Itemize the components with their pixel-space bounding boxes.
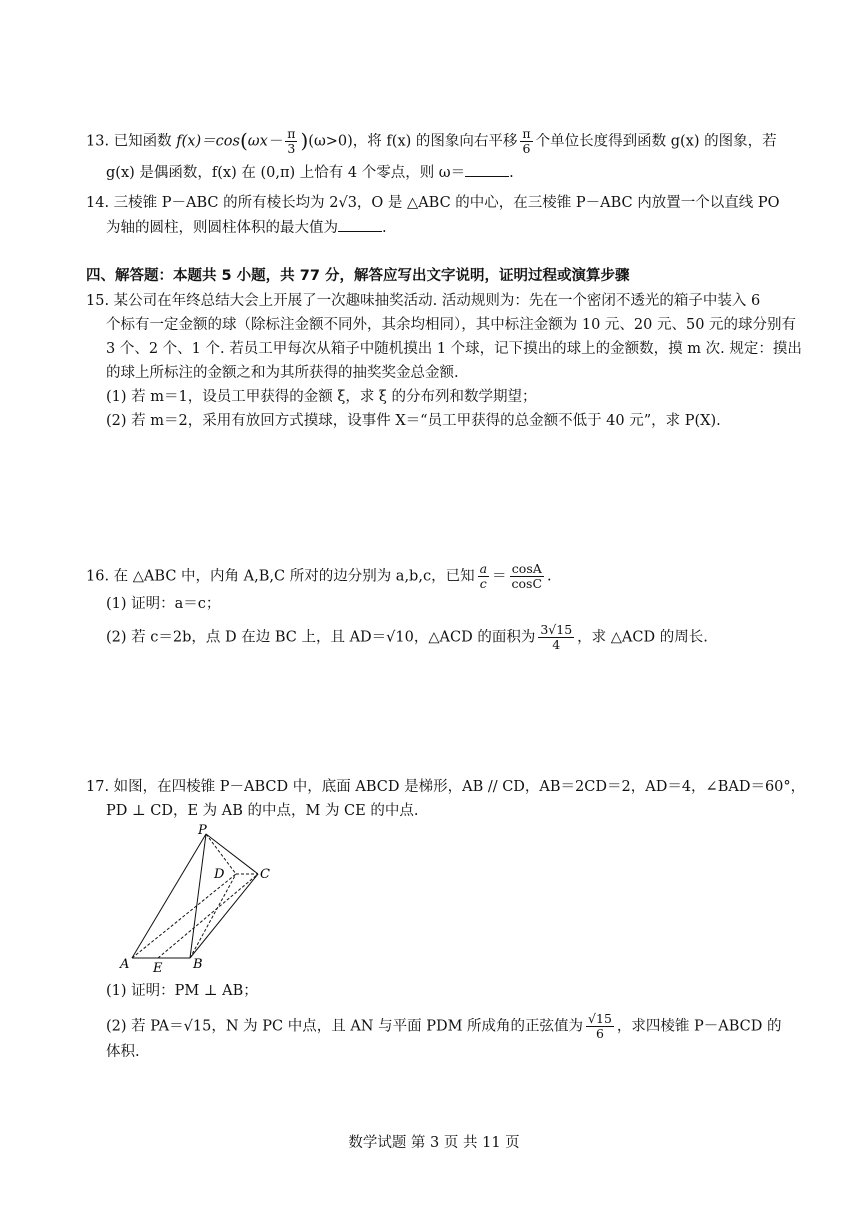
q17-line1	[86, 777, 805, 797]
pyramid-figure	[118, 822, 288, 977]
edge-PA	[132, 834, 206, 958]
q16-part1: (1) 证明：a＝c；	[106, 596, 221, 612]
q13-text: 已知函数	[113, 133, 177, 150]
q14-line2	[106, 217, 387, 238]
q17-number: 17.	[86, 779, 110, 795]
q13-number: 13.	[86, 133, 110, 150]
q14-line1	[86, 193, 780, 213]
label-C: C	[260, 867, 270, 882]
label-E: E	[153, 961, 163, 976]
q13-rparen: )	[300, 128, 309, 153]
q16-text: 在 △ABC 中，内角 A,B,C 所对的边分别为 a,b,c，已知	[113, 568, 475, 585]
q16-period: .	[547, 568, 552, 585]
q16-part2-text: (2) 若 c＝2b，点 D 在边 BC 上，且 AD＝√10，△ACD 的面积为	[106, 629, 536, 646]
q13-line1	[86, 127, 777, 156]
q16-equals: ＝	[492, 568, 507, 585]
q16-number: 16.	[86, 568, 110, 585]
q13-lparen: (	[239, 128, 248, 153]
q13-frac-pi3: $\frac{\pi}{3}$	[287, 126, 296, 156]
q14-period: .	[382, 220, 387, 236]
label-D: D	[214, 867, 225, 882]
label-P: P	[198, 823, 207, 838]
q15-line2: 个标有一定金额的球（除标注金额不同外，其余均相同），其中标注金额为 10 元、20 元、50 元的球分别有	[106, 317, 797, 333]
q17-frac-sin: $\frac{√15}{6}$	[588, 1011, 612, 1041]
q14-number: 14.	[86, 195, 110, 211]
edge-BC	[190, 874, 258, 958]
edge-AD	[132, 874, 236, 958]
q17-text1: 如图，在四棱锥 P－ABCD 中，底面 ABCD 是梯形，AB // CD，AB＝2CD＝2，AD＝4，∠BAD＝60°，	[113, 779, 806, 795]
q15-line4: 的球上所标注的金额之和为其所获得的抽奖奖金总金额.	[106, 365, 459, 381]
q13-line2	[106, 162, 514, 183]
section-heading: 四、解答题：本题共 5 小题，共 77 分，解答应写出文字说明，证明过程或演算步骤	[86, 268, 630, 284]
q13-frac-pi6: $\frac{\pi}{6}$	[522, 126, 531, 156]
q15-text1: 某公司在年终总结大会上开展了一次趣味抽奖活动. 活动规则为：先在一个密闭不透光的箱子中装入 6	[113, 293, 761, 309]
q16-line1	[86, 562, 552, 591]
q15-line1	[86, 291, 760, 311]
q15-part1: (1) 若 m＝1，设员工甲获得的金额 ξ，求 ξ 的分布列和数学期望；	[106, 389, 537, 405]
q15-line3: 3 个、2 个、1 个. 若员工甲每次从箱子中随机摸出 1 个球，记下摸出的球上的金额数，摸 m 次. 规定：摸出	[106, 341, 802, 357]
q13-arg: ωx－	[247, 133, 283, 150]
q13-text2: (ω>0)，将 f(x) 的图象向右平移	[308, 133, 518, 150]
q16-frac-area: $\frac{3√15}{4}$	[540, 622, 573, 652]
q14-text: 三棱锥 P－ABC 的所有棱长均为 2√3，O 是 △ABC 的中心，在三棱锥 P－ABC 内放置一个以直线 PO	[113, 195, 780, 211]
q13-period: .	[509, 165, 514, 181]
q17-line2: PD ⊥ CD，E 为 AB 的中点，M 为 CE 的中点.	[106, 803, 419, 819]
q17-part2	[106, 1012, 782, 1041]
q13-text3: 个单位长度得到函数 g(x) 的图象，若	[535, 133, 777, 150]
q13-func: f(x)＝cos	[176, 133, 240, 150]
edge-PB	[190, 834, 206, 958]
q16-frac-ac: $\frac{a}{c}$	[479, 561, 488, 591]
answer-blank	[338, 217, 382, 232]
q14-text2: 为轴的圆柱，则圆柱体积的最大值为	[106, 220, 338, 236]
edge-EC	[158, 874, 258, 958]
edge-BD	[190, 874, 236, 958]
q16-part2	[106, 623, 708, 652]
q17-part2-line2: 体积.	[106, 1044, 140, 1060]
q15-part2: (2) 若 m＝2，采用有放回方式摸球，设事件 X＝“员工甲获得的总金额不低于 40 元”，求 P(X).	[106, 413, 721, 429]
q15-number: 15.	[86, 293, 110, 309]
q17-part2-text: (2) 若 PA＝√15，N 为 PC 中点，且 AN 与平面 PDM 所成角的正弦值为	[106, 1018, 584, 1035]
page-footer: 数学试题 第 3 页 共 11 页	[348, 1135, 520, 1151]
q17-part1: (1) 证明：PM ⊥ AB；	[106, 983, 258, 999]
q16-part2-text2: ，求 △ACD 的周长.	[577, 629, 708, 646]
q13-text4: g(x) 是偶函数，f(x) 在 (0,π) 上恰有 4 个零点，则 ω＝	[106, 165, 466, 181]
answer-blank	[465, 162, 509, 177]
q16-frac-cos: $\frac{\cos A}{\cos C}$	[511, 561, 543, 591]
q17-part2-text2: ，求四棱锥 P－ABCD 的	[616, 1018, 782, 1035]
label-B: B	[193, 957, 203, 972]
label-A: A	[120, 957, 130, 972]
